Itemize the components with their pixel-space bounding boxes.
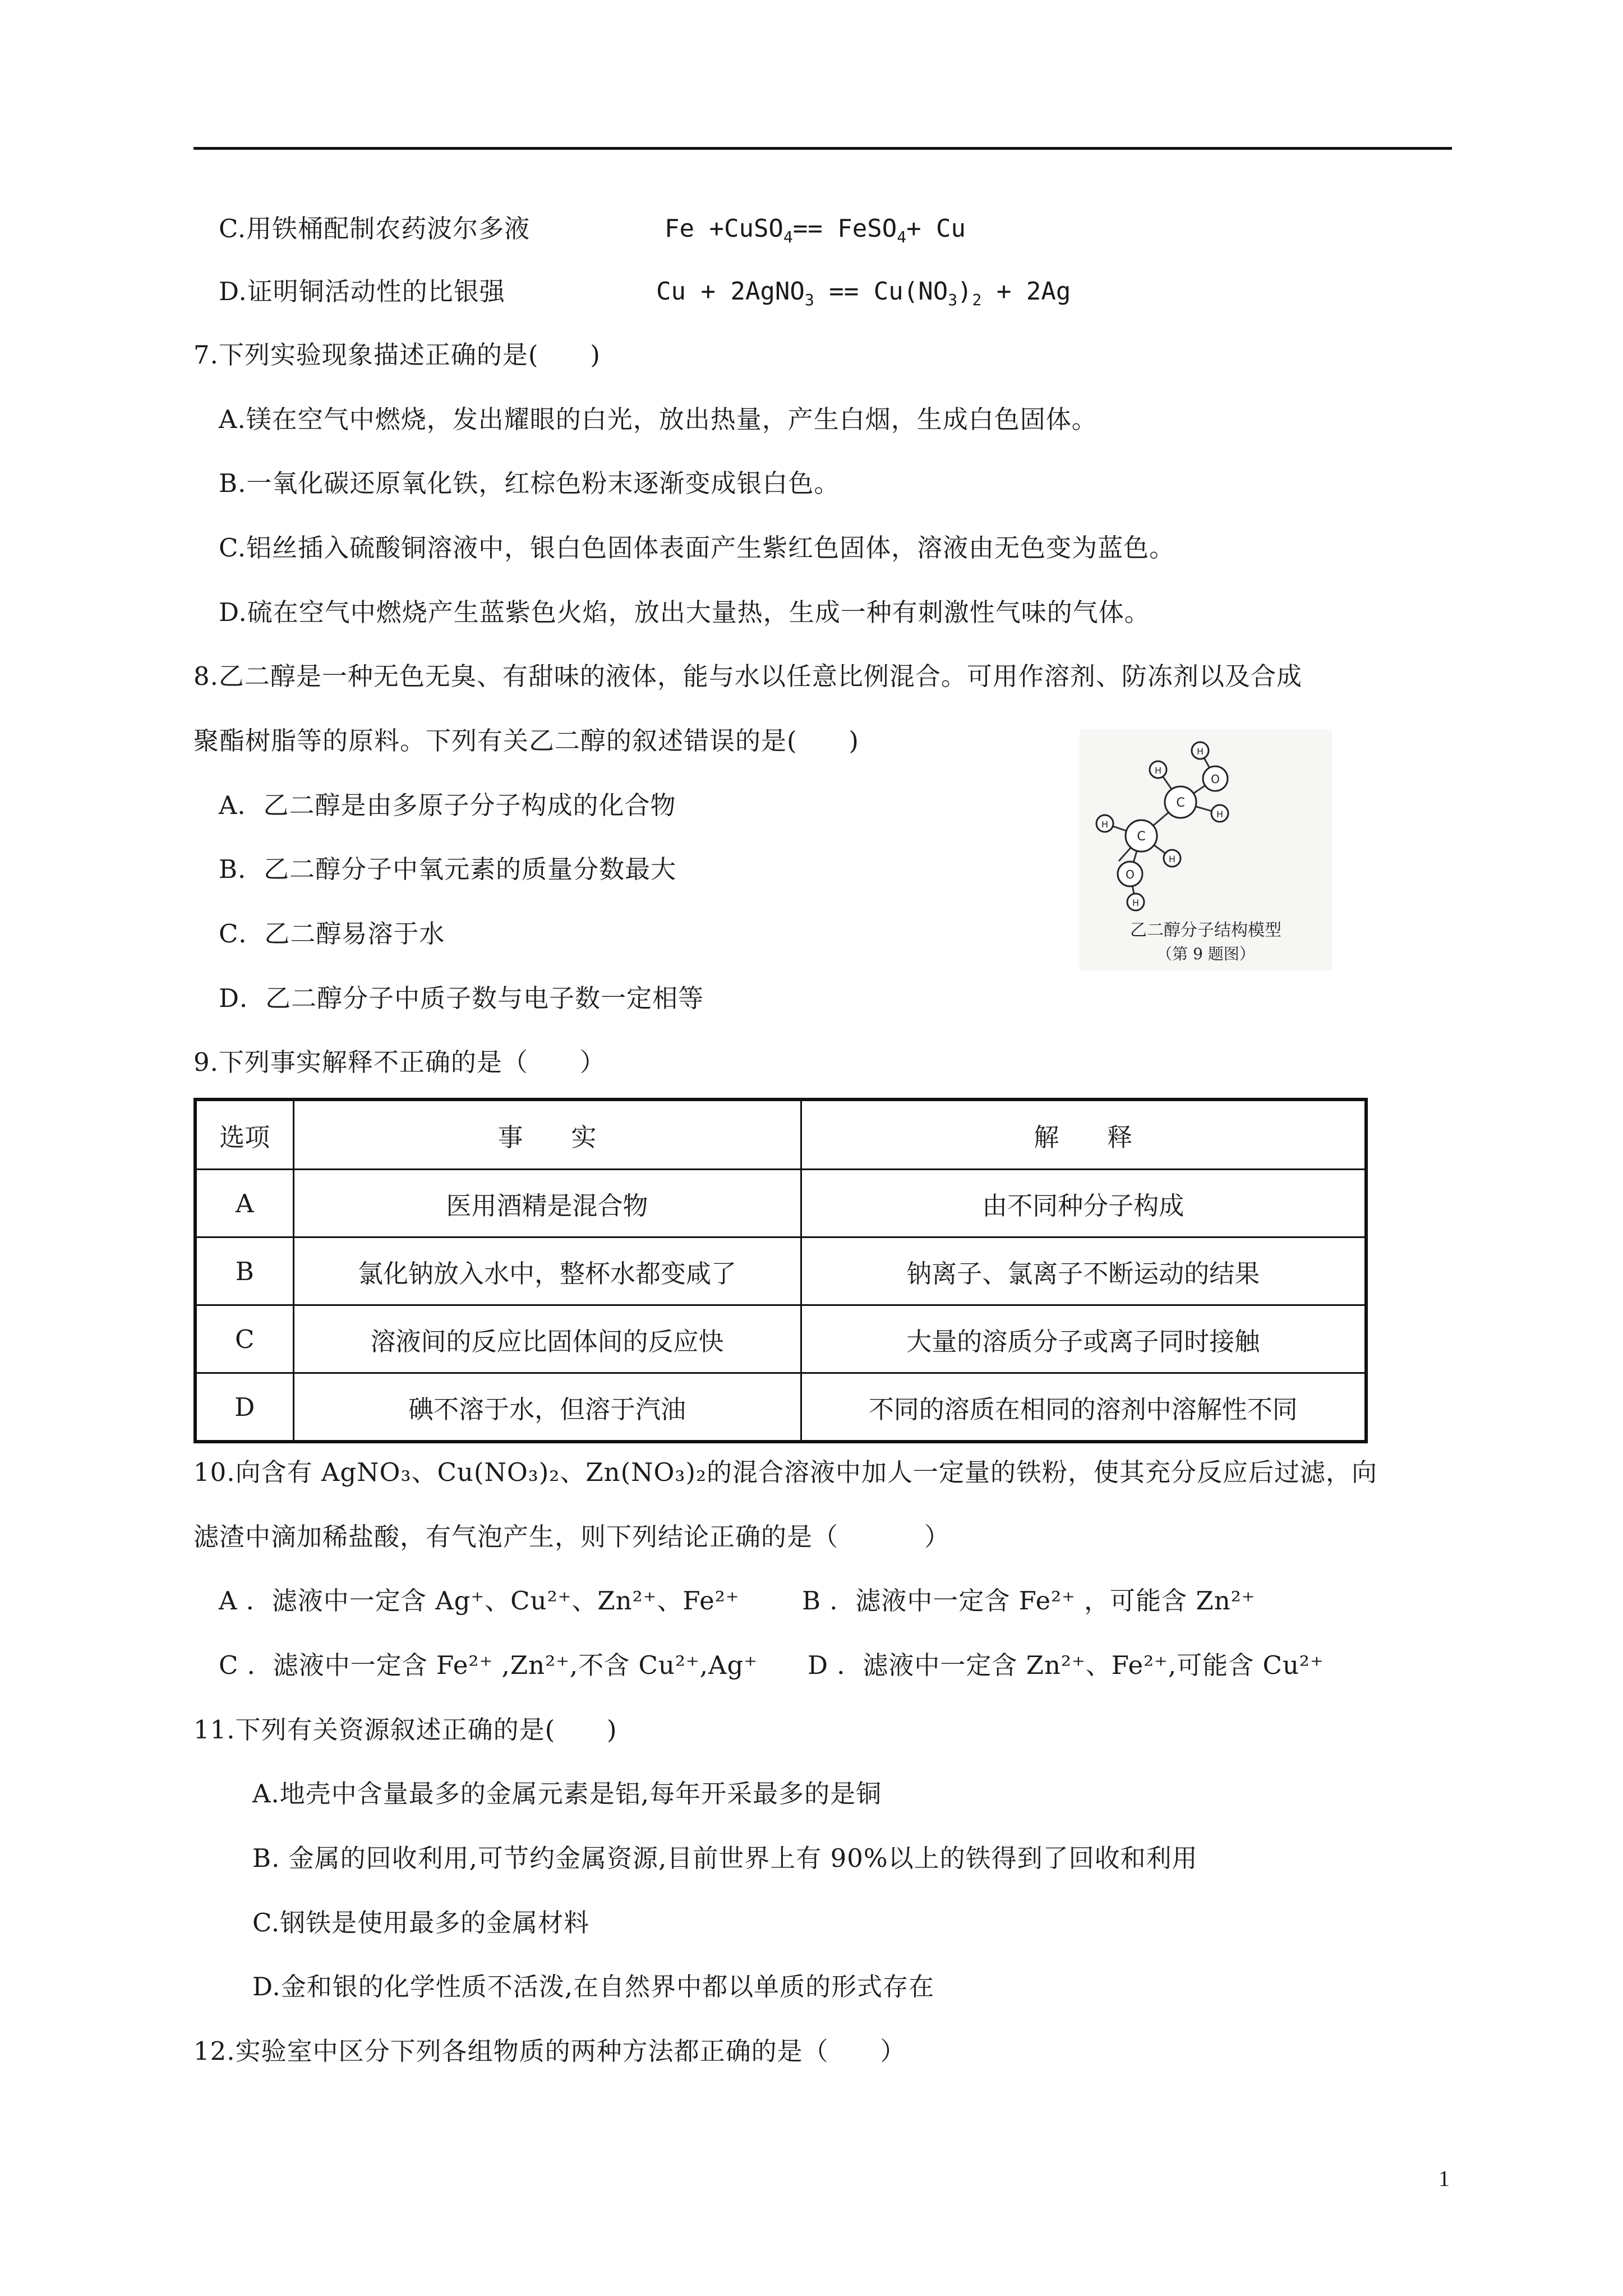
cell-option: D (195, 1373, 293, 1442)
cell-fact: 溶液间的反应比固体间的反应快 (293, 1305, 801, 1373)
table-row (195, 1305, 1366, 1373)
q10-option-a: A ．滤液中一定含 Ag⁺、Cu²⁺、Zn²⁺、Fe²⁺ (219, 1586, 740, 1616)
q7-option-c: C.铝丝插入硫酸铜溶液中，银白色固体表面产生紫红色固体，溶液由无色变为蓝色。 (219, 533, 1175, 563)
cell-fact: 医用酒精是混合物 (293, 1170, 801, 1237)
cell-fact: 碘不溶于水，但溶于汽油 (293, 1373, 801, 1442)
q8-option-b: B．乙二醇分子中氧元素的质量分数最大 (219, 854, 677, 884)
table-row (195, 1170, 1366, 1237)
table-row (195, 1237, 1366, 1305)
q12-stem: 12.实验室中区分下列各组物质的两种方法都正确的是（ ） (193, 2036, 906, 2066)
hydrogen-label-1: H (1196, 746, 1204, 757)
header-fact: 事 实 (293, 1099, 801, 1170)
q10-option-d: D ．滤液中一定含 Zn²⁺、Fe²⁺,可能含 Cu²⁺ (808, 1650, 1324, 1680)
cell-fact: 氯化钠放入水中，整杯水都变咸了 (293, 1237, 801, 1305)
q7-option-a: A.镁在空气中燃烧，发出耀眼的白光，放出热量，产生白烟，生成白色固体。 (219, 404, 1098, 434)
ethylene-glycol-model-figure (1080, 729, 1332, 970)
q8-option-a: A．乙二醇是由多原子分子构成的化合物 (219, 790, 676, 820)
carbon-label-2: C (1137, 830, 1146, 844)
page-number: 1 (1438, 2166, 1450, 2191)
hydrogen-label-5: H (1168, 854, 1176, 864)
hydrogen-label-3: H (1216, 809, 1224, 820)
table-row (195, 1373, 1366, 1442)
cell-option: B (195, 1237, 293, 1305)
q11-option-b: B. 金属的回收利用,可节约金属资源,目前世界上有 90%以上的铁得到了回收和利用 (252, 1843, 1198, 1873)
q8-option-c: C．乙二醇易溶于水 (219, 919, 445, 949)
q11-option-a: A.地壳中含量最多的金属元素是铝,每年开采最多的是铜 (252, 1779, 882, 1809)
cell-explanation: 钠离子、氯离子不断运动的结果 (801, 1237, 1366, 1305)
q8-stem-line1: 8.乙二醇是一种无色无臭、有甜味的液体，能与水以任意比例混合。可用作溶剂、防冻剂以及合成 (193, 661, 1302, 691)
q6-option-d: D.证明铜活动性的比银强 (219, 277, 505, 306)
carbon-label-1: C (1176, 796, 1185, 810)
q9-table (193, 1098, 1368, 1443)
oxygen-label-2: O (1126, 868, 1135, 881)
q11-stem: 11.下列有关资源叙述正确的是( ) (193, 1715, 617, 1745)
header-explanation: 解 释 (801, 1099, 1366, 1170)
hydrogen-label-2: H (1154, 765, 1162, 776)
q8-option-d: D．乙二醇分子中质子数与电子数一定相等 (219, 983, 704, 1013)
oxygen-label-1: O (1211, 772, 1220, 786)
q9-stem: 9.下列事实解释不正确的是（ ） (193, 1047, 606, 1077)
q6-option-c-equation: Fe +CuSO$_4$== FeSO$_4$+ Cu (665, 214, 966, 246)
q10-stem-line2: 滤渣中滴加稀盐酸，有气泡产生，则下列结论正确的是（ ） (193, 1522, 951, 1552)
q6-option-d-equation: Cu + 2AgNO$_3$ == $Cu(NO_3)_2 + 2Ag$ (656, 277, 1071, 309)
cell-explanation: 不同的溶质在相同的溶剂中溶解性不同 (801, 1373, 1366, 1442)
cell-option: C (195, 1305, 293, 1373)
q10-option-b: B ．滤液中一定含 Fe²⁺ ，可能含 Zn²⁺ (802, 1586, 1256, 1616)
header-rule (193, 147, 1452, 150)
cell-explanation: 由不同种分子构成 (801, 1170, 1366, 1237)
hydrogen-label-4: H (1101, 819, 1109, 830)
cell-explanation: 大量的溶质分子或离子同时接触 (801, 1305, 1366, 1373)
header-option: 选项 (195, 1099, 293, 1170)
q11-option-d: D.金和银的化学性质不活泼,在自然界中都以单质的形式存在 (252, 1972, 935, 2001)
q6-option-c: C.用铁桶配制农药波尔多液 (219, 214, 531, 243)
figure-caption-1: 乙二醇分子结构模型 (1130, 921, 1281, 940)
q7-option-b: B.一氧化碳还原氧化铁，红棕色粉末逐渐变成银白色。 (219, 468, 840, 498)
q10-option-c: C ．滤液中一定含 Fe²⁺ ,Zn²⁺,不含 Cu²⁺,Ag⁺ (219, 1650, 758, 1680)
table-header-row (195, 1099, 1366, 1170)
q7-option-d: D.硫在空气中燃烧产生蓝紫色火焰，放出大量热，生成一种有刺激性气味的气体。 (219, 597, 1150, 627)
q7-stem: 7.下列实验现象描述正确的是( ) (193, 340, 601, 370)
q10-stem-line1: 10.向含有 AgNO₃、Cu(NO₃)₂、Zn(NO₃)₂的混合溶液中加人一定量的铁粉，使其充分反应后过滤，向 (193, 1457, 1378, 1487)
q11-option-c: C.钢铁是使用最多的金属材料 (252, 1908, 590, 1938)
figure-caption-2: （第 9 题图） (1156, 945, 1255, 963)
cell-option: A (195, 1170, 293, 1237)
q8-stem-line2: 聚酯树脂等的原料。下列有关乙二醇的叙述错误的是( ) (193, 726, 859, 756)
molecule-diagram (1080, 729, 1332, 970)
hydrogen-label-6: H (1132, 898, 1140, 908)
